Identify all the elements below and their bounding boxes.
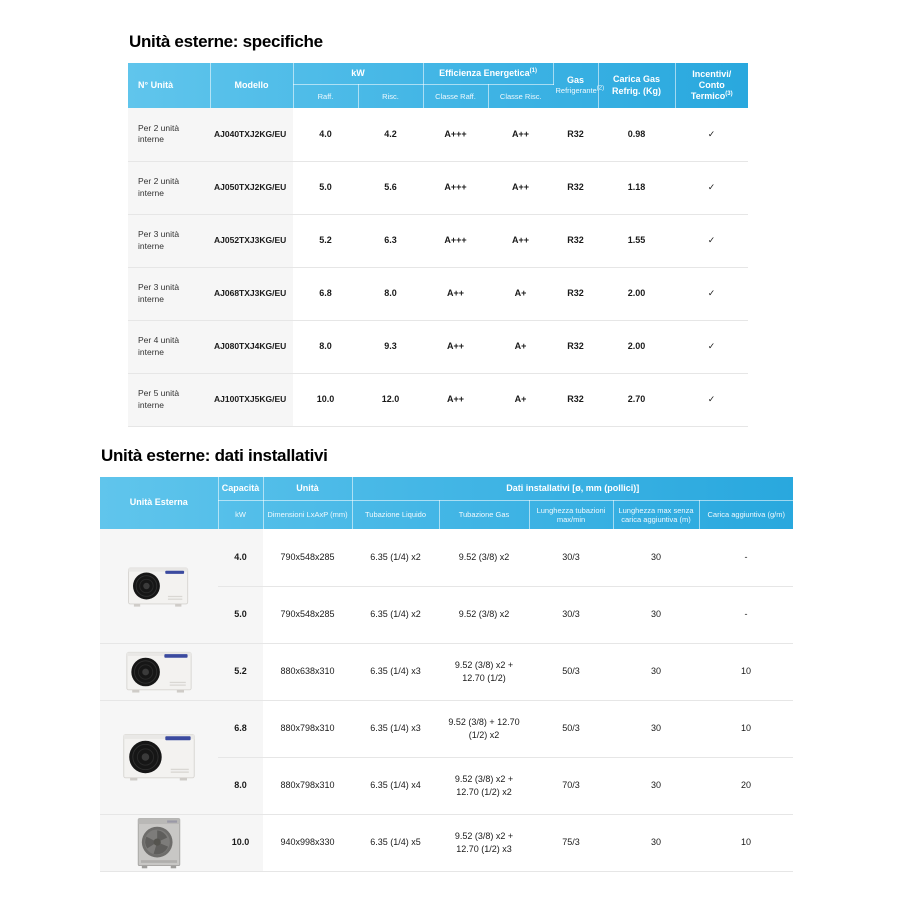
cell-raff: 10.0 [293, 373, 358, 426]
cell-carica-aggiuntiva: 20 [699, 757, 793, 814]
check-mark: ✓ [675, 108, 748, 161]
cell-modello: AJ050TXJ2KG/EU [210, 161, 293, 214]
table-row [100, 529, 793, 586]
cell-carica-aggiuntiva: 10 [699, 643, 793, 700]
cell-tubazione-liquido: 6.35 (1/4) x2 [352, 586, 439, 643]
cell-carica: 2.00 [598, 320, 675, 373]
header-modello: Modello [210, 63, 293, 108]
cell-carica-aggiuntiva: 10 [699, 700, 793, 757]
cell-carica: 2.70 [598, 373, 675, 426]
outdoor-unit-cell [100, 643, 218, 700]
cell-capacita: 8.0 [218, 757, 263, 814]
specs-title: Unità esterne: specifiche [129, 32, 323, 51]
cell-tubazione-liquido: 6.35 (1/4) x2 [352, 529, 439, 586]
cell-lunghezza-max: 30 [613, 700, 699, 757]
cell-dimensioni: 880x798x310 [263, 700, 352, 757]
cell-modello: AJ068TXJ3KG/EU [210, 267, 293, 320]
outdoor-unit-image-tall [100, 815, 218, 871]
outdoor-unit-cell [100, 529, 218, 643]
cell-lunghezza-tubazioni: 70/3 [529, 757, 613, 814]
header-efficienza-group [423, 63, 553, 85]
cell-risc: 8.0 [358, 267, 423, 320]
outdoor-unit-cell [100, 700, 218, 814]
cell-n-unita: Per 3 unità interne [128, 267, 210, 320]
header-dimensioni: Dimensioni LxAxP (mm) [263, 501, 352, 530]
cell-carica-aggiuntiva: - [699, 586, 793, 643]
check-mark: ✓ [675, 320, 748, 373]
specs-section [128, 32, 748, 427]
cell-tubazione-gas: 9.52 (3/8) x2 [439, 586, 529, 643]
cell-lunghezza-tubazioni: 50/3 [529, 643, 613, 700]
outdoor-unit-image-medium [100, 647, 218, 697]
cell-lunghezza-tubazioni: 75/3 [529, 814, 613, 871]
header-unita-esterna: Unità Esterna [100, 477, 218, 529]
cell-carica: 1.18 [598, 161, 675, 214]
cell-classe-risc: A++ [488, 161, 553, 214]
cell-n-unita: Per 3 unità interne [128, 214, 210, 267]
table-row [128, 108, 748, 161]
cell-classe-risc: A++ [488, 108, 553, 161]
table-row [100, 814, 793, 871]
cell-n-unita: Per 2 unità interne [128, 161, 210, 214]
cell-tubazione-liquido: 6.35 (1/4) x3 [352, 643, 439, 700]
outdoor-unit-cell [100, 814, 218, 871]
cell-risc: 12.0 [358, 373, 423, 426]
cell-n-unita: Per 4 unità interne [128, 320, 210, 373]
header-unita: Unità [263, 477, 352, 501]
cell-raff: 4.0 [293, 108, 358, 161]
install-table [100, 477, 793, 872]
table-row [100, 643, 793, 700]
header-tubazione-gas: Tubazione Gas [439, 501, 529, 530]
cell-tubazione-liquido: 6.35 (1/4) x5 [352, 814, 439, 871]
cell-capacita: 4.0 [218, 529, 263, 586]
cell-gas: R32 [553, 267, 598, 320]
cell-lunghezza-max: 30 [613, 529, 699, 586]
cell-carica-aggiuntiva: - [699, 529, 793, 586]
header-lunghezza-max: Lunghezza max senza carica aggiuntiva (m) [613, 501, 699, 530]
specs-table-header [128, 63, 748, 108]
cell-lunghezza-max: 30 [613, 814, 699, 871]
cell-classe-risc: A+ [488, 267, 553, 320]
cell-lunghezza-tubazioni: 50/3 [529, 700, 613, 757]
outdoor-unit-image-large [100, 729, 218, 785]
cell-risc: 9.3 [358, 320, 423, 373]
cell-n-unita: Per 5 unità interne [128, 373, 210, 426]
cell-dimensioni: 940x998x330 [263, 814, 352, 871]
cell-gas: R32 [553, 214, 598, 267]
cell-classe-risc: A+ [488, 373, 553, 426]
cell-tubazione-liquido: 6.35 (1/4) x4 [352, 757, 439, 814]
cell-classe-raff: A++ [423, 267, 488, 320]
efficienza-footnote: (1) [529, 67, 537, 74]
gas-sublabel: Refrigerante$^{(2)}$ [555, 85, 605, 96]
header-carica-aggiuntiva: Carica aggiuntiva (g/m) [707, 510, 786, 520]
cell-tubazione-liquido: 6.35 (1/4) x3 [352, 700, 439, 757]
cell-modello: AJ080TXJ4KG/EU [210, 320, 293, 373]
cell-tubazione-gas: 9.52 (3/8) x2 + 12.70 (1/2) x2 [439, 757, 529, 814]
header-lunghezza-tubazioni: Lunghezza tubazioni max/min [529, 501, 613, 530]
cell-lunghezza-tubazioni: 30/3 [529, 529, 613, 586]
cell-classe-risc: A+ [488, 320, 553, 373]
check-mark: ✓ [675, 373, 748, 426]
cell-gas: R32 [553, 161, 598, 214]
header-capacita: Capacità [218, 477, 263, 501]
cell-lunghezza-max: 30 [613, 643, 699, 700]
cell-gas: R32 [553, 373, 598, 426]
table-row [128, 214, 748, 267]
cell-classe-risc: A++ [488, 214, 553, 267]
cell-dimensioni: 880x638x310 [263, 643, 352, 700]
cell-gas: R32 [553, 320, 598, 373]
cell-modello: AJ052TXJ3KG/EU [210, 214, 293, 267]
cell-dimensioni: 790x548x285 [263, 586, 352, 643]
cell-classe-raff: A++ [423, 373, 488, 426]
header-n-unita: N° Unità [128, 63, 210, 108]
install-title: Unità esterne: dati installativi [101, 446, 328, 465]
header-dati-group: Dati installativi [ø, mm (pollici)] [352, 477, 793, 501]
outdoor-unit-image-small [100, 560, 218, 612]
table-row [128, 161, 748, 214]
cell-modello: AJ040TXJ2KG/EU [210, 108, 293, 161]
cell-classe-raff: A+++ [423, 214, 488, 267]
install-table-header [100, 477, 793, 529]
cell-lunghezza-max: 30 [613, 586, 699, 643]
cell-raff: 8.0 [293, 320, 358, 373]
specs-table [128, 63, 748, 427]
check-mark: ✓ [675, 267, 748, 320]
check-mark: ✓ [675, 214, 748, 267]
header-incentivi: Incentivi/ Conto Termico$^{(3)}$ [690, 68, 733, 102]
cell-capacita: 5.2 [218, 643, 263, 700]
table-row [128, 373, 748, 426]
cell-classe-raff: A+++ [423, 108, 488, 161]
cell-modello: AJ100TXJ5KG/EU [210, 373, 293, 426]
table-row [128, 267, 748, 320]
header-tubazione-liquido: Tubazione Liquido [352, 501, 439, 530]
cell-carica: 1.55 [598, 214, 675, 267]
cell-capacita: 5.0 [218, 586, 263, 643]
cell-tubazione-gas: 9.52 (3/8) x2 + 12.70 (1/2) [439, 643, 529, 700]
cell-risc: 6.3 [358, 214, 423, 267]
cell-carica: 2.00 [598, 267, 675, 320]
efficienza-label: Efficienza Energetica [439, 67, 530, 78]
header-classe-raff: Classe Raff. [423, 85, 488, 109]
cell-carica-aggiuntiva: 10 [699, 814, 793, 871]
header-gas [553, 63, 605, 108]
header-classe-risc: Classe Risc. [499, 91, 542, 101]
cell-lunghezza-max: 30 [613, 757, 699, 814]
check-mark: ✓ [675, 161, 748, 214]
cell-classe-raff: A++ [423, 320, 488, 373]
install-section [100, 446, 793, 872]
cell-tubazione-gas: 9.52 (3/8) x2 [439, 529, 529, 586]
header-raff: Raff. [293, 85, 358, 109]
header-kw-group: kW [293, 63, 423, 85]
cell-dimensioni: 880x798x310 [263, 757, 352, 814]
cell-n-unita: Per 2 unità interne [128, 108, 210, 161]
header-risc: Risc. [358, 85, 423, 109]
cell-tubazione-gas: 9.52 (3/8) + 12.70 (1/2) x2 [439, 700, 529, 757]
header-kw: kW [218, 501, 263, 530]
cell-risc: 5.6 [358, 161, 423, 214]
cell-tubazione-gas: 9.52 (3/8) x2 + 12.70 (1/2) x3 [439, 814, 529, 871]
cell-raff: 5.0 [293, 161, 358, 214]
gas-label: Gas [567, 75, 585, 86]
cell-lunghezza-tubazioni: 30/3 [529, 586, 613, 643]
cell-carica: 0.98 [598, 108, 675, 161]
header-carica-gas: Carica Gas Refrig. (Kg) [598, 63, 675, 108]
cell-dimensioni: 790x548x285 [263, 529, 352, 586]
cell-gas: R32 [553, 108, 598, 161]
cell-raff: 6.8 [293, 267, 358, 320]
cell-classe-raff: A+++ [423, 161, 488, 214]
cell-capacita: 6.8 [218, 700, 263, 757]
cell-capacita: 10.0 [218, 814, 263, 871]
cell-raff: 5.2 [293, 214, 358, 267]
table-row [100, 700, 793, 757]
cell-risc: 4.2 [358, 108, 423, 161]
table-row [128, 320, 748, 373]
